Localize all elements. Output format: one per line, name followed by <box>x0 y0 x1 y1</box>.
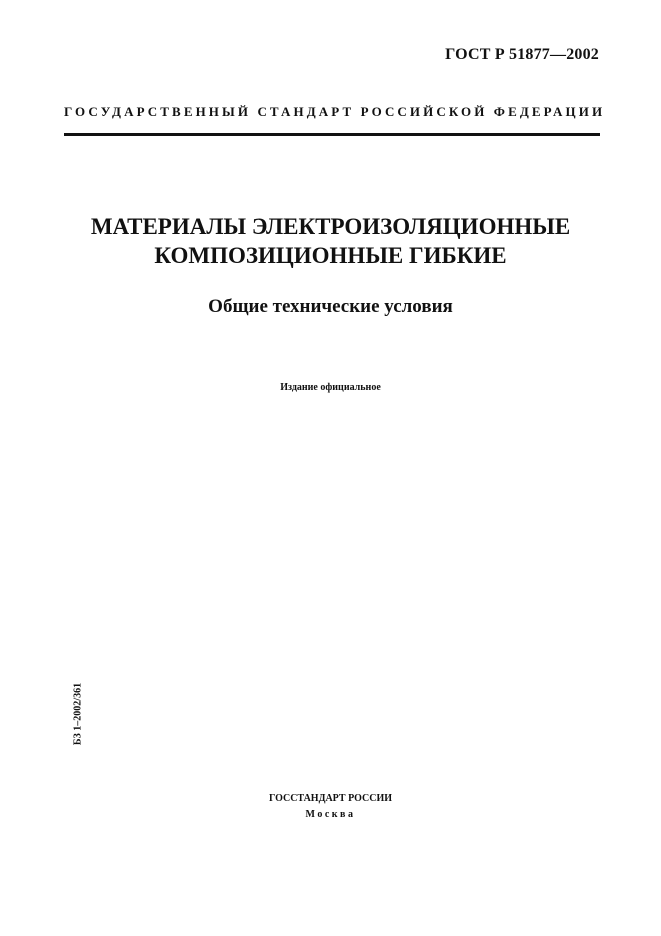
publisher-city: Москва <box>305 809 356 820</box>
state-standard-heading: ГОСУДАРСТВЕННЫЙ СТАНДАРТ РОССИЙСКОЙ ФЕДЕРАЦИИ <box>64 104 606 119</box>
document-title <box>40 212 621 270</box>
side-registration-code: БЗ 1–2002/361 <box>72 682 84 746</box>
title-line-2: КОМПОЗИЦИОННЫЕ ГИБКИЕ <box>154 243 507 268</box>
document-code: ГОСТ Р 51877—2002 <box>445 46 599 63</box>
publisher-name: ГОССТАНДАРТ РОССИИ <box>268 793 393 804</box>
edition-note: Издание официальное <box>280 382 381 393</box>
title-line-1: МАТЕРИАЛЫ ЭЛЕКТРОИЗОЛЯЦИОННЫЕ <box>90 214 571 239</box>
document-subtitle: Общие технические условия <box>208 296 453 317</box>
header-divider <box>64 133 600 136</box>
